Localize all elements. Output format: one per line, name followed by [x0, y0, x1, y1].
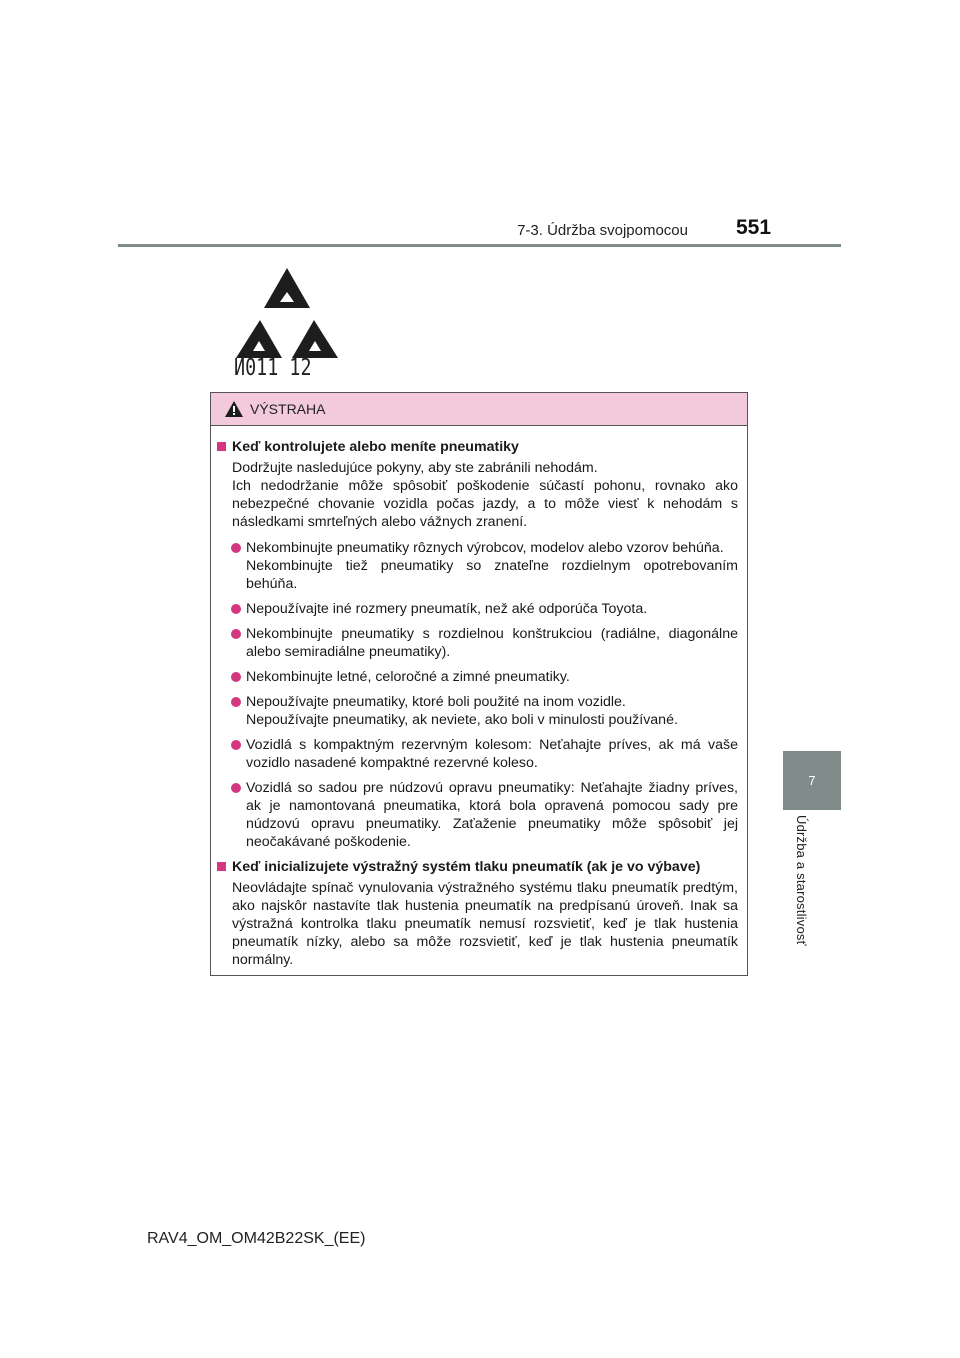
round-bullet-icon [231, 783, 241, 793]
list-item: Vozidlá s kompaktným rezervným kolesom: Neťahajte príves, ak má vaše vozidlo nasadené kompaktné rezervné koleso. [217, 736, 738, 772]
list-item: Nekombinujte pneumatiky rôznych výrobcov, modelov alebo vzorov behúňa. Nekombinujte tiež pneumatiky so znateľne rozdielnym opotrebovaním behúňa. [217, 539, 738, 593]
list-item: Nepoužívajte pneumatiky, ktoré boli použité na inom vozidle. Nepoužívajte pneumatiky, ak neviete, ako boli v minulosti používané. [217, 693, 738, 729]
section-title-tpws-init: Keď inicializujete výstražný systém tlaku pneumatík (ak je vo výbave) [217, 858, 738, 876]
warning-header [211, 393, 747, 426]
chapter-number: 7 [808, 773, 816, 788]
warning-box [210, 392, 748, 976]
header-rule [118, 244, 841, 247]
tire-mark-code: И011 12 [234, 355, 312, 381]
warning-triangle-icon [225, 401, 243, 417]
warning-body [211, 426, 747, 969]
round-bullet-icon [231, 604, 241, 614]
round-bullet-icon [231, 697, 241, 707]
chapter-title: Údržba a starostlivosť [794, 815, 809, 946]
chapter-tab [783, 751, 841, 810]
round-bullet-icon [231, 543, 241, 553]
list-item: Nepoužívajte iné rozmery pneumatík, než aké odporúča Toyota. [217, 600, 738, 618]
section-intro: Dodržujte nasledujúce pokyny, aby ste zabránili nehodám. Ich nedodržanie môže spôsobiť poškodenie súčastí pohonu, rovnako ako nebezpečné chovanie vozidla počas jazdy, a to môže viesť k nehodám s následkami smrteľných alebo vážnych zranení. [232, 460, 738, 530]
section-title-tire-check: Keď kontrolujete alebo meníte pneumatiky [217, 438, 738, 456]
list-item: Nekombinujte pneumatiky s rozdielnou konštrukciou (radiálne, diagonálne alebo semiradiálne pneumatiky). [217, 625, 738, 661]
document-code: RAV4_OM_OM42B22SK_(EE) [147, 1230, 366, 1247]
square-bullet-icon [217, 862, 226, 871]
list-item: Nekombinujte letné, celoročné a zimné pneumatiky. [217, 668, 738, 686]
warning-title: VÝSTRAHA [250, 401, 326, 417]
round-bullet-icon [231, 629, 241, 639]
header-section-title: 7-3. Údržba svojpomocou [517, 222, 688, 239]
list-item: Vozidlá so sadou pre núdzovú opravu pneumatiky: Neťahajte žiadny príves, ak je namontovaná pneumatika, ktorá bola opravená pomocou sady pre núdzovú opravu pneumatiky. Zaťaženie pneumatiky môže spôsobiť jej neočakávané poškodenie. [217, 779, 738, 851]
round-bullet-icon [231, 672, 241, 682]
square-bullet-icon [217, 442, 226, 451]
round-bullet-icon [231, 740, 241, 750]
section-text: Neovládajte spínač vynulovania výstražného systému tlaku pneumatík predtým, ako najskôr nastavíte tlak hustenia pneumatík na predpísanú úroveň. Inak sa výstražná kontrolka tlaku pneumatík nemusí rozsvietiť, keď je tlak hustenia pneumatík nízky, alebo sa môže rozsvietiť, keď je tlak hustenia pneumatík normálny. [232, 880, 738, 968]
page-number: 551 [736, 216, 772, 239]
